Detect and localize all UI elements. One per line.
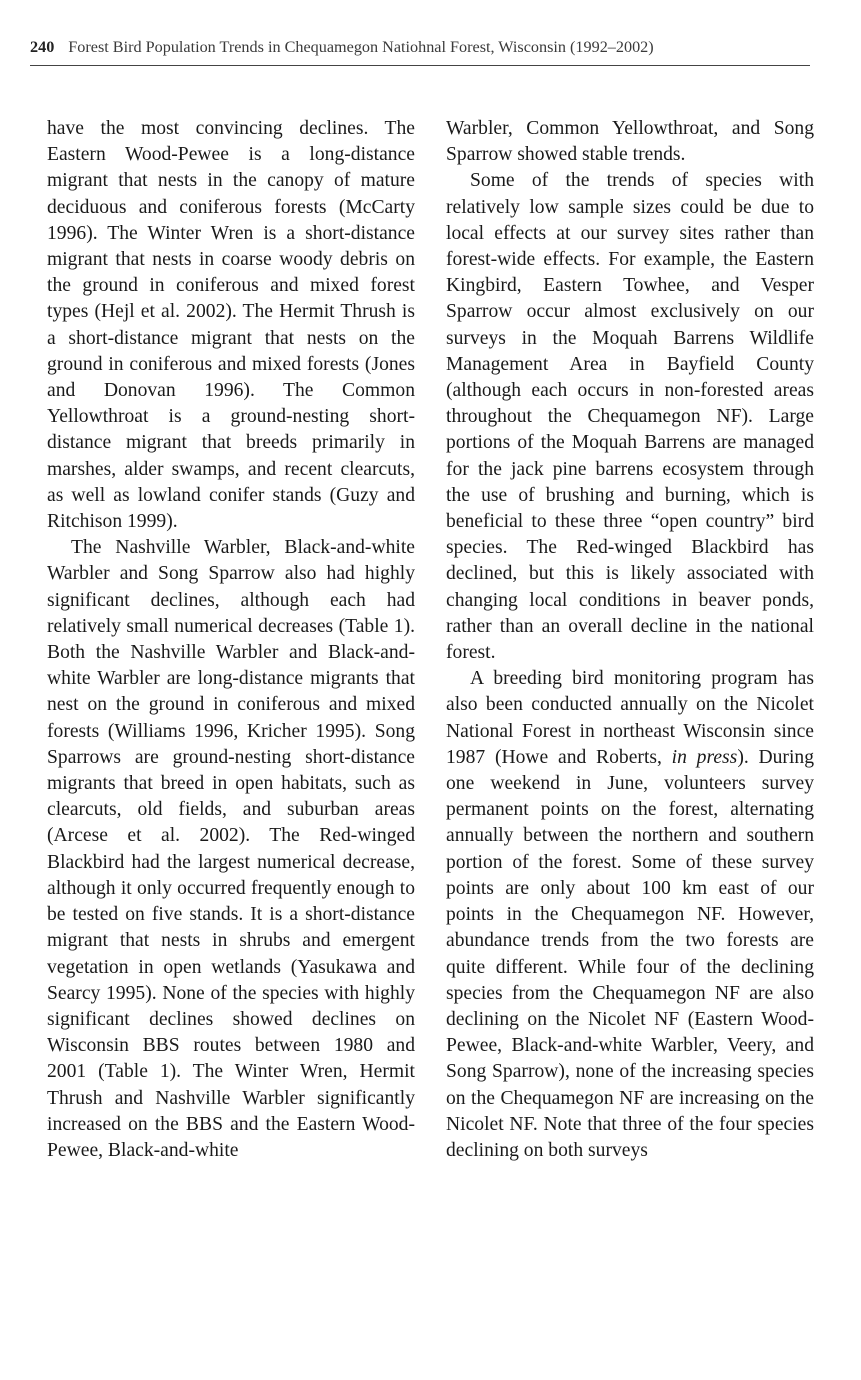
header-rule [30, 65, 810, 66]
left-column [47, 116, 415, 1164]
right-paragraph-3-text-a: A breeding bird monitoring program has also been conducted annually on the Nicolet National Forest in northeast Wisconsin since 1987 (Howe and Roberts, [446, 668, 814, 768]
left-paragraph-1: have the most convincing declines. The Eastern Wood-Pewee is a long-distance migrant that nests in the canopy of mature deciduous and coniferous forests (McCarty 1996). The Winter Wren is a short-distance migrant that nests in coarse woody debris on the ground in coniferous and mixed forest types (Hejl et al. 2002). The Hermit Thrush is a short-distance migrant that nests on the ground in coniferous and mixed forests (Jones and Donovan 1996). The Common Yellowthroat is a ground-nesting short-distance migrant that breeds primarily in marshes, alder swamps, and recent clearcuts, as well as lowland conifer stands (Guzy and Ritchison 1999). [47, 118, 415, 533]
right-paragraph-2: Some of the trends of species with relatively low sample sizes could be due to local effects at our survey sites rather than forest-wide effects. For example, the Eastern Kingbird, Eastern Towhee, and Vesper Sparrow occur almost exclusively on our surveys in the Moquah Barrens Wildlife Management Area in Bayfield County (although each occurs in non-forested areas throughout the Chequamegon NF). Large portions of the Moquah Barrens are managed for the jack pine barrens ecosystem through the use of brushing and burning, which is beneficial to these three “open country” bird species. The Red-winged Blackbird has declined, but this is likely associated with changing local conditions in beaver ponds, rather than an overall decline in the national forest. [446, 170, 814, 664]
right-column [446, 116, 814, 1164]
right-paragraph-3-text-b: ). During one weekend in June, volunteers survey permanent points on the forest, alternating annually between the northern and southern portion of the forest. Some of these survey points are only about 100 km east of our points in the Chequamegon NF. However, abundance trends from the two forests are quite different. While four of the declining species from the Chequamegon NF are also declining on the Nicolet NF (Eastern Wood-Pewee, Black-and-white Warbler, Veery, and Song Sparrow), none of the increasing species on the Chequamegon NF are increasing on the Nicolet NF. Note that three of the four species declining on both surveys [446, 746, 814, 1161]
in-press-citation: in press [671, 746, 738, 768]
running-title: Forest Bird Population Trends in Chequamegon Natiohnal Forest, Wisconsin (1992–2002) [68, 38, 654, 56]
page-number: 240 [30, 38, 55, 56]
right-paragraph-3 [446, 666, 814, 1164]
left-paragraph-2: The Nashville Warbler, Black-and-white Warbler and Song Sparrow also had highly significant declines, although each had relatively small numerical decreases (Table 1). Both the Nashville Warbler and Black-and-white Warbler are long-distance migrants that nest on the ground in coniferous and mixed forests (Williams 1996, Kricher 1995). Song Sparrows are ground-nesting short-distance migrants that breed in open habitats, such as clearcuts, old fields, and suburban areas (Arcese et al. 2002). The Red-winged Blackbird had the largest numerical decrease, although it only occurred frequently enough to be tested on five stands. It is a short-distance migrant that nests in shrubs and emergent vegetation in open wetlands (Yasukawa and Searcy 1995). None of the species with highly significant declines showed declines on Wisconsin BBS routes between 1980 and 2001 (Table 1). The Winter Wren, Hermit Thrush and Nashville Warbler significantly increased on the BBS and the Eastern Wood-Pewee, Black-and-white [47, 537, 415, 1161]
running-header [30, 38, 810, 57]
right-paragraph-1: Warbler, Common Yellowthroat, and Song Sparrow showed stable trends. [446, 118, 814, 166]
